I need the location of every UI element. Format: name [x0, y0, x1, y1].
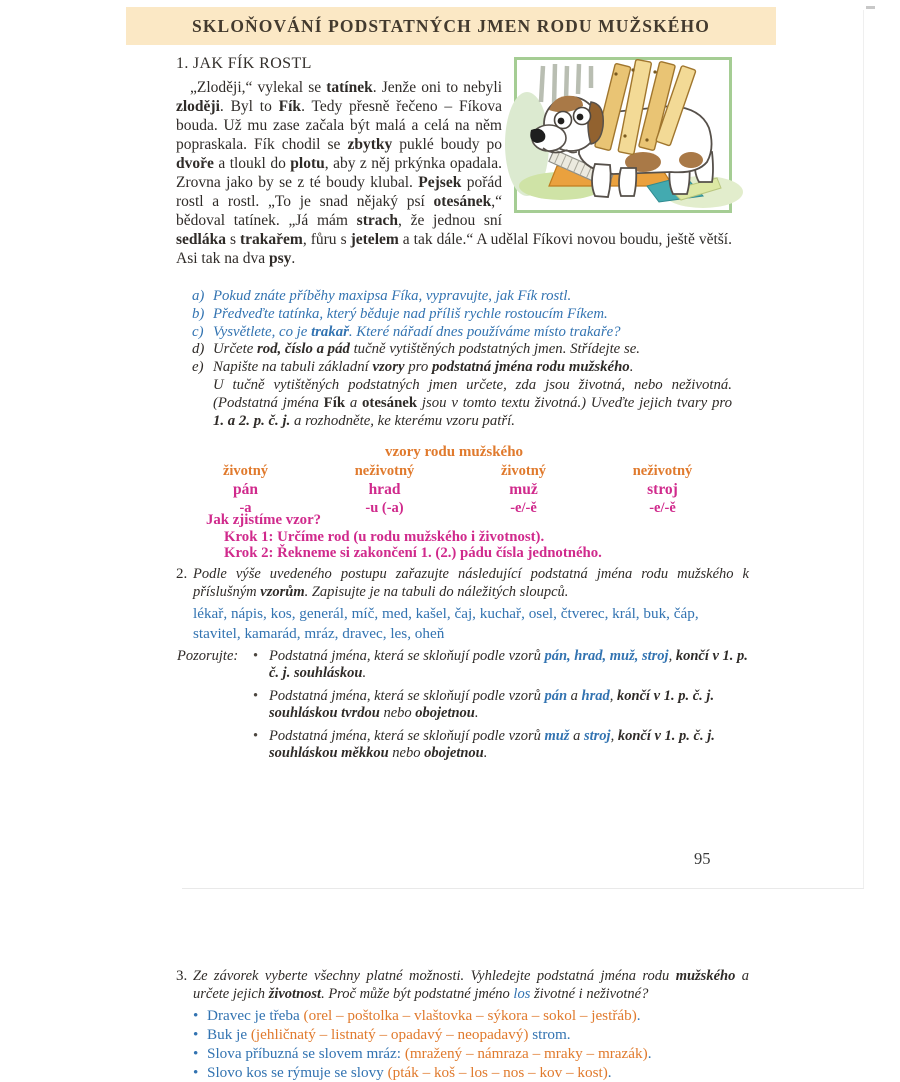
task-c-marker: c) [192, 323, 204, 340]
exercise-3-bullet-3: • Slova příbuzná se slovem mráz: (mražený – námraza – mraky – mrazák). [193, 1044, 749, 1063]
task-d: d) Určete rod, číslo a pád tučně vytištěných podstatných jmen. Střídejte se. [192, 341, 640, 358]
vzory-word-hrad: hrad [368, 481, 401, 498]
vzory-table [176, 444, 732, 517]
page-edge-horizontal-line [182, 888, 864, 889]
vzory-type-3: životný [500, 463, 547, 479]
exercise-2-intro: Podle výše uvedeného postupu zařazujte následující podstatná jména rodu mužského k příslušným vzorům. Zapisujte je na tabuli do náležitých sloupců. [193, 566, 749, 600]
task-c: c) Vysvětlete, co je trakař. Které nářadí dnes používáme místo trakaře? [192, 323, 621, 340]
pozorujte-label: Pozorujte: [177, 648, 239, 664]
exercise-2-word-list: lékař, nápis, kos, generál, míč, med, kašel, čaj, kuchař, osel, čtverec, král, buk, čáp, stavitel, kamarád, mráz, dravec, les, oheň [193, 605, 699, 642]
steps-section [176, 512, 732, 562]
page-title-banner [126, 7, 776, 45]
vzory-word-muz: muž [509, 481, 538, 498]
exercise-3-bullet-2: • Buk je (jehličnatý – listnatý – opadavý – neopadavý) strom. [193, 1025, 749, 1044]
pozorujte-block [177, 648, 749, 762]
step-2: Krok 2: Řekneme si zakončení 1. (2.) pádu čísla jednotného. [224, 545, 602, 562]
task-b-marker: b) [192, 305, 205, 322]
task-e: e) Napište na tabuli základní vzory pro podstatná jména rodu mužského. [192, 359, 634, 376]
story-title: JAK FÍK ROSTL [192, 55, 312, 72]
exercise-2-number: 2. [176, 566, 188, 582]
vzory-ending-2: -u (-a) [365, 500, 404, 516]
vzory-title: vzory rodu mužského [384, 444, 524, 460]
task-e-note: U tučně vytištěných podstatných jmen určete, zda jsou životná, nebo neživotná. (Podstatná jména Fík a otesánek jsou v tomto textu životná.) Uveďte jejich tvary pro 1. a 2. p. č. j. a rozhodněte, ke kterému vzoru patří. [213, 376, 733, 429]
exercise-2 [176, 566, 749, 762]
steps-question: Jak zjistíme vzor? [206, 512, 322, 528]
story-number: 1. [176, 55, 189, 72]
pozorujte-bullet-1: • Podstatná jména, která se skloňují podle vzorů pán, hrad, muž, stroj, končí v 1. p. č. j. souhláskou. [177, 648, 749, 682]
page-title: SKLOŇOVÁNÍ PODSTATNÝCH JMEN RODU MUŽSKÉHO [192, 15, 710, 36]
section-story [176, 55, 732, 268]
vzory-ending-4: -e/-ě [649, 500, 676, 516]
exercise-3-number: 3. [176, 968, 188, 984]
story-paragraph: „Zloději,“ vylekal se tatínek. Jenže oni to nebyli zloději. Byl to Fík. Tedy přesně řečeno – Fíkova bouda. Už mu zase začala být malá a celá na něm popraskala. Fík chodil se zbytky puklé boudy po dvoře a tloukl do plotu, aby z něj prkýnka opadala. Zrovna jako by se z té boudy klubal. Pejsek pořád rostl a rostl. „To je snad nějaký psí otesánek,“ bědoval tatínek. „Já mám strach, že jednou sní sedláka s trakařem, fůru s jetelem a tak dále.“ A udělal Fíkovi novou boudu, ještě větší. Asi tak na dva psy. [176, 79, 732, 267]
vzory-type-4: neživotný [632, 463, 693, 479]
vzory-type-1: životný [222, 463, 269, 479]
vzory-word-pan: pán [233, 481, 258, 498]
step-1: Krok 1: Určíme rod (u rodu mužského i životnost). [224, 528, 545, 545]
task-a: a) Pokud znáte příběhy maxipsa Fíka, vypravujte, jak Fík rostl. [192, 288, 572, 304]
vzory-grid [176, 463, 732, 517]
dog-with-planks-drawing [521, 64, 725, 206]
vzory-ending-1: -a [239, 500, 252, 516]
vzory-ending-3: -e/-ě [510, 500, 537, 516]
task-b: b) Předveďte tatínka, který běduje nad příliš rychle rostoucím Fíkem. [192, 305, 608, 322]
task-d-marker: d) [192, 341, 205, 358]
task-list [176, 288, 732, 377]
pozorujte-bullet-3: • Podstatná jména, která se skloňují podle vzorů muž a stroj, končí v 1. p. č. j. souhláskou měkkou nebo obojetnou. [177, 728, 749, 762]
exercise-3-intro: Ze závorek vyberte všechny platné možnosti. Vyhledejte podstatná jména rodu mužského a určete jejich životnost. Proč může být podstatné jméno los životné i neživotné? [193, 968, 750, 1002]
exercise-3 [176, 968, 749, 1082]
exercise-3-bullet-4: • Slovo kos se rýmuje se slovy (pták – koš – los – nos – kov – kost). [193, 1063, 749, 1082]
task-list-section [176, 288, 732, 430]
page-edge-vertical-line [863, 10, 864, 888]
pozorujte-bullet-2: • Podstatná jména, která se skloňují podle vzorů pán a hrad, končí v 1. p. č. j. souhláskou tvrdou nebo obojetnou. [177, 688, 749, 722]
page-number: 95 [694, 849, 711, 868]
fik-dog-illustration [514, 57, 732, 213]
vzory-type-2: neživotný [354, 463, 415, 479]
exercise-3-bullet-1: • Dravec je třeba (orel – poštolka – vlaštovka – sýkora – sokol – jestřáb). [193, 1006, 749, 1025]
vzory-word-stroj: stroj [647, 481, 678, 498]
page-edge-mark [866, 6, 875, 9]
pozorujte-list [177, 648, 749, 762]
task-a-marker: a) [192, 288, 205, 304]
task-e-marker: e) [192, 359, 204, 376]
exercise-3-list [193, 1006, 749, 1082]
